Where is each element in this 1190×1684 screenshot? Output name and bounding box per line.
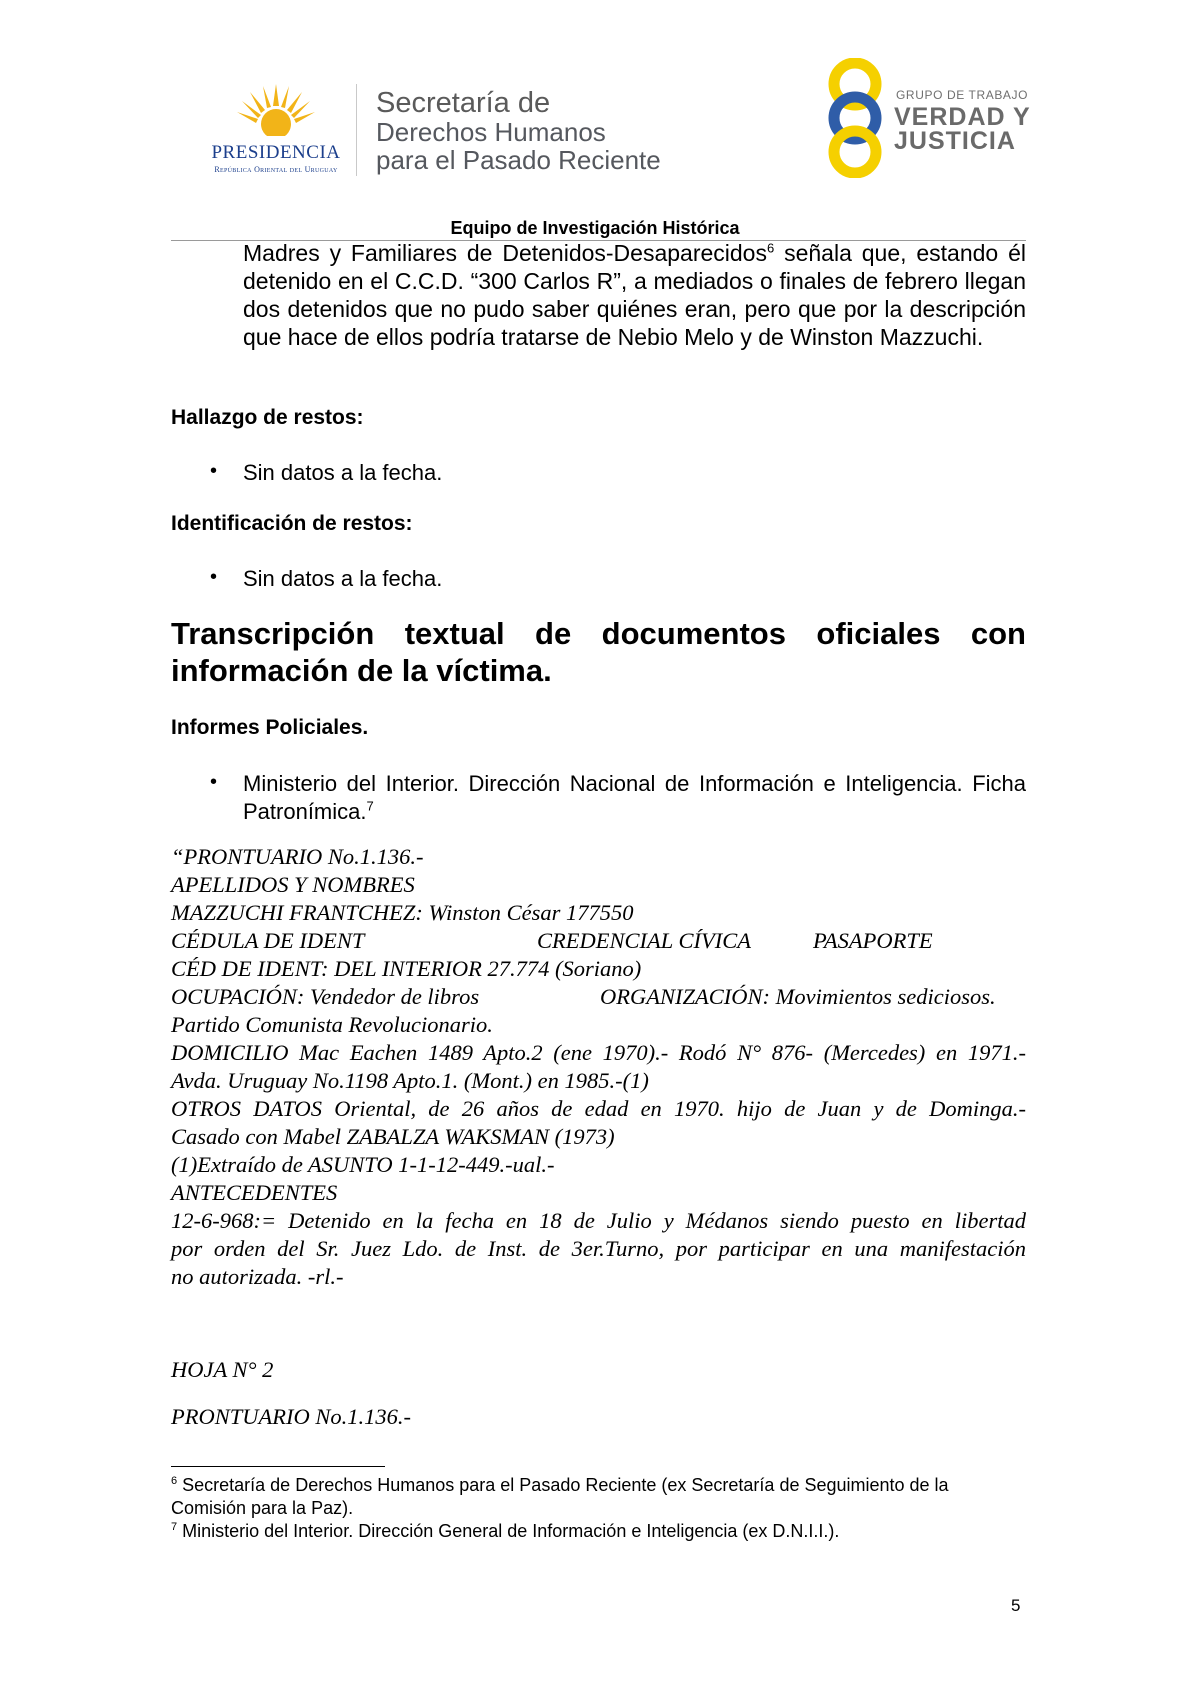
linked-rings-icon: [820, 58, 890, 178]
presidencia-word: PRESIDENCIA: [211, 142, 341, 163]
page-number: 5: [1011, 1596, 1021, 1615]
footnote-7-number: 7: [171, 1521, 178, 1533]
transcript-line: Casado con Mabel ZABALZA WAKSMAN (1973): [171, 1124, 615, 1149]
footnote-7: [171, 1520, 1026, 1543]
grupo-de-trabajo-label: GRUPO DE TRABAJO: [896, 88, 1029, 102]
secretaria-line-1: Secretaría de: [376, 87, 551, 119]
intro-text-end: señala que, estando él detenido en el C.C.D. “300 Carlos R”, a mediados o finales de febrero llegan dos detenidos que no pudo saber quiénes eran, pero que por la descripción que hace de ellos podría tratarse de Nebio Melo y de Winston Mazzuchi.: [243, 240, 1026, 350]
transcript-line: Avda. Uruguay No.1198 Apto.1. (Mont.) en 1985.-(1): [171, 1068, 649, 1093]
transcript-line: DOMICILIO Mac Eachen 1489 Apto.2 (ene 1970).- Rodó N° 876- (Mercedes) en 1971.-: [171, 1040, 1026, 1065]
footnote-6-text: Secretaría de Derechos Humanos para el Pasado Reciente (ex Secretaría de Seguimiento de la Comisión para la Paz).: [171, 1475, 949, 1518]
footnote-7-text: Ministerio del Interior. Dirección General de Información e Inteligencia (ex D.N.I.I.).: [177, 1521, 840, 1541]
presidencia-subtitle: República Oriental del Uruguay: [214, 165, 338, 174]
ocupacion-text: OCUPACIÓN: Vendedor de libros: [171, 984, 480, 1009]
transcript-line: CÉD DE IDENT: DEL INTERIOR 27.774 (Soriano): [171, 956, 642, 981]
bullet-icon: •: [210, 460, 218, 482]
transcript-line: Partido Comunista Revolucionario.: [171, 1012, 493, 1037]
transcripcion-heading-line-1: Transcripción textual de documentos oficiales con: [171, 616, 1026, 651]
header-divider: [356, 84, 357, 176]
informes-item-text: Ministerio del Interior. Dirección Nacional de Información e Inteligencia. Ficha Patronímica.: [243, 771, 1026, 824]
transcript-line: no autorizada. -rl.-: [171, 1264, 344, 1289]
credencial-label: CREDENCIAL CÍVICA: [537, 928, 751, 953]
transcripcion-heading-line-2: información de la víctima.: [171, 653, 552, 688]
justicia-label: JUSTICIA: [894, 127, 1016, 155]
footnote-6: [171, 1474, 1026, 1520]
hoja-label: HOJA N° 2: [171, 1357, 274, 1382]
informes-item: [243, 770, 1026, 826]
transcript-line: OTROS DATOS Oriental, de 26 años de edad en 1970. hijo de Juan y de Dominga.-: [171, 1096, 1026, 1121]
identificacion-item: Sin datos a la fecha.: [243, 566, 443, 591]
hallazgo-heading: Hallazgo de restos:: [171, 406, 364, 429]
transcript-line: APELLIDOS Y NOMBRES: [171, 872, 415, 897]
footnote-rule: [171, 1466, 385, 1467]
footnote-ref-7: 7: [366, 798, 374, 814]
identificacion-heading: Identificación de restos:: [171, 512, 413, 535]
cedula-label: CÉDULA DE IDENT: [171, 928, 365, 953]
bullet-icon: •: [210, 566, 218, 588]
secretaria-line-3: para el Pasado Reciente: [376, 145, 661, 175]
intro-paragraph: [243, 239, 1026, 351]
transcript-line: (1)Extraído de ASUNTO 1-1-12-449.-ual.-: [171, 1152, 555, 1177]
transcript-line: por orden del Sr. Juez Ldo. de Inst. de 3er.Turno, por participar en una manifestación: [171, 1236, 1026, 1261]
pasaporte-label: PASAPORTE: [813, 928, 933, 953]
secretaria-logo-text: [376, 88, 661, 174]
transcript-line-ocupacion: [171, 983, 1026, 1011]
verdad-justicia-logo: [820, 58, 1030, 178]
transcript-line: 12-6-968:= Detenido en la fecha en 18 de Julio y Médanos siendo puesto en libertad: [171, 1208, 1026, 1233]
secretaria-line-2: Derechos Humanos: [376, 117, 606, 147]
transcript-line: MAZZUCHI FRANTCHEZ: Winston César 177550: [171, 900, 634, 925]
footnote-ref-6: 6: [766, 240, 775, 256]
bullet-icon: •: [210, 771, 218, 793]
transcript-line: “PRONTUARIO No.1.136.-: [171, 844, 424, 869]
intro-text-start: Madres y Familiares de Detenidos-Desaparecidos: [243, 240, 767, 266]
sun-icon: [234, 82, 318, 144]
prontuario-label: PRONTUARIO No.1.136.-: [171, 1404, 411, 1429]
organizacion-text: ORGANIZACIÓN: Movimientos sediciosos.: [600, 984, 996, 1009]
transcripcion-heading: [171, 615, 1026, 689]
presidencia-logo: [196, 82, 356, 182]
transcript-line: ANTECEDENTES: [171, 1180, 338, 1205]
hallazgo-item: Sin datos a la fecha.: [243, 460, 443, 485]
informes-heading: Informes Policiales.: [171, 716, 369, 739]
verdad-label: VERDAD Y: [894, 103, 1031, 131]
footnote-6-number: 6: [171, 1475, 178, 1487]
transcript-line-ident: [171, 927, 1026, 955]
header-team-title: Equipo de Investigación Histórica: [450, 218, 740, 238]
